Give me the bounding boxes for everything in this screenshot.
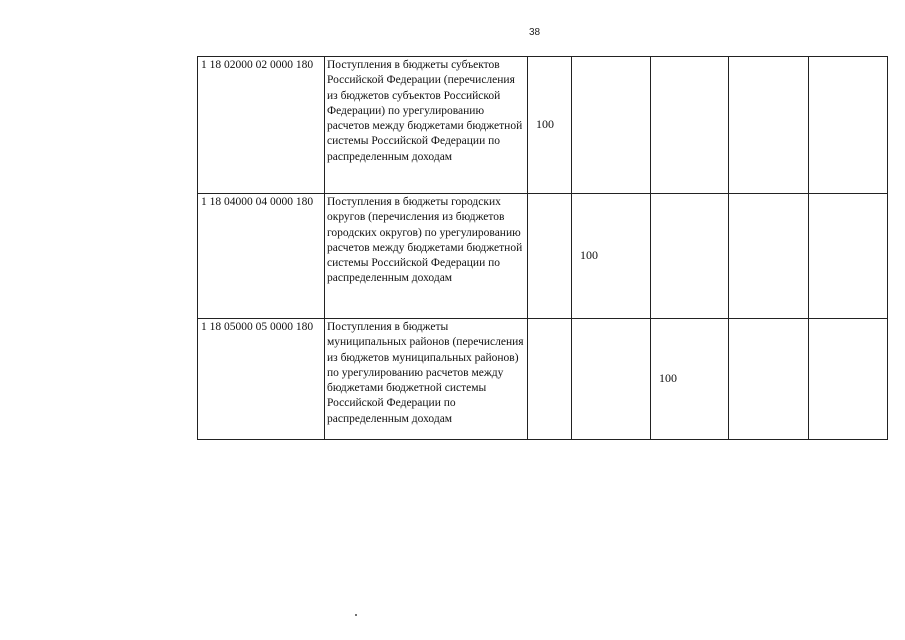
value-cell <box>572 319 651 440</box>
income-code: 1 18 04000 04 0000 180 <box>198 194 325 319</box>
value-cell: 100 <box>572 194 651 319</box>
income-description: Поступления в бюджеты городских округов (перечисления из бюджетов городских округов) по урегулированию расчетов между бюджетами бюджетной системы Российской Федерации по распределенным доходам <box>325 194 528 319</box>
value-cell <box>651 57 729 194</box>
value-cell <box>729 319 809 440</box>
value-cell <box>528 194 572 319</box>
value-cell <box>528 319 572 440</box>
income-description: Поступления в бюджеты субъектов Российской Федерации (перечисления из бюджетов субъектов Российской Федерации) по урегулированию расчетов между бюджетами бюджетной системы Российской Федерации по распределенным доходам <box>325 57 528 194</box>
scan-speck <box>355 614 357 616</box>
income-code: 1 18 05000 05 0000 180 <box>198 319 325 440</box>
value-cell <box>729 194 809 319</box>
value-cell <box>809 57 888 194</box>
value-cell <box>651 194 729 319</box>
value-cell <box>809 319 888 440</box>
value-cell <box>809 194 888 319</box>
value-cell: 100 <box>651 319 729 440</box>
value-cell: 100 <box>528 57 572 194</box>
table-row <box>198 319 888 440</box>
income-description: Поступления в бюджеты муниципальных районов (перечисления из бюджетов муниципальных районов) по урегулированию расчетов между бюджетами бюджетной системы Российской Федерации по распределенным доходам <box>325 319 528 440</box>
page-number: 38 <box>529 27 541 38</box>
value-cell <box>572 57 651 194</box>
income-code: 1 18 02000 02 0000 180 <box>198 57 325 194</box>
budget-table <box>197 56 888 440</box>
table-row <box>198 194 888 319</box>
value-cell <box>729 57 809 194</box>
table-row <box>198 57 888 194</box>
